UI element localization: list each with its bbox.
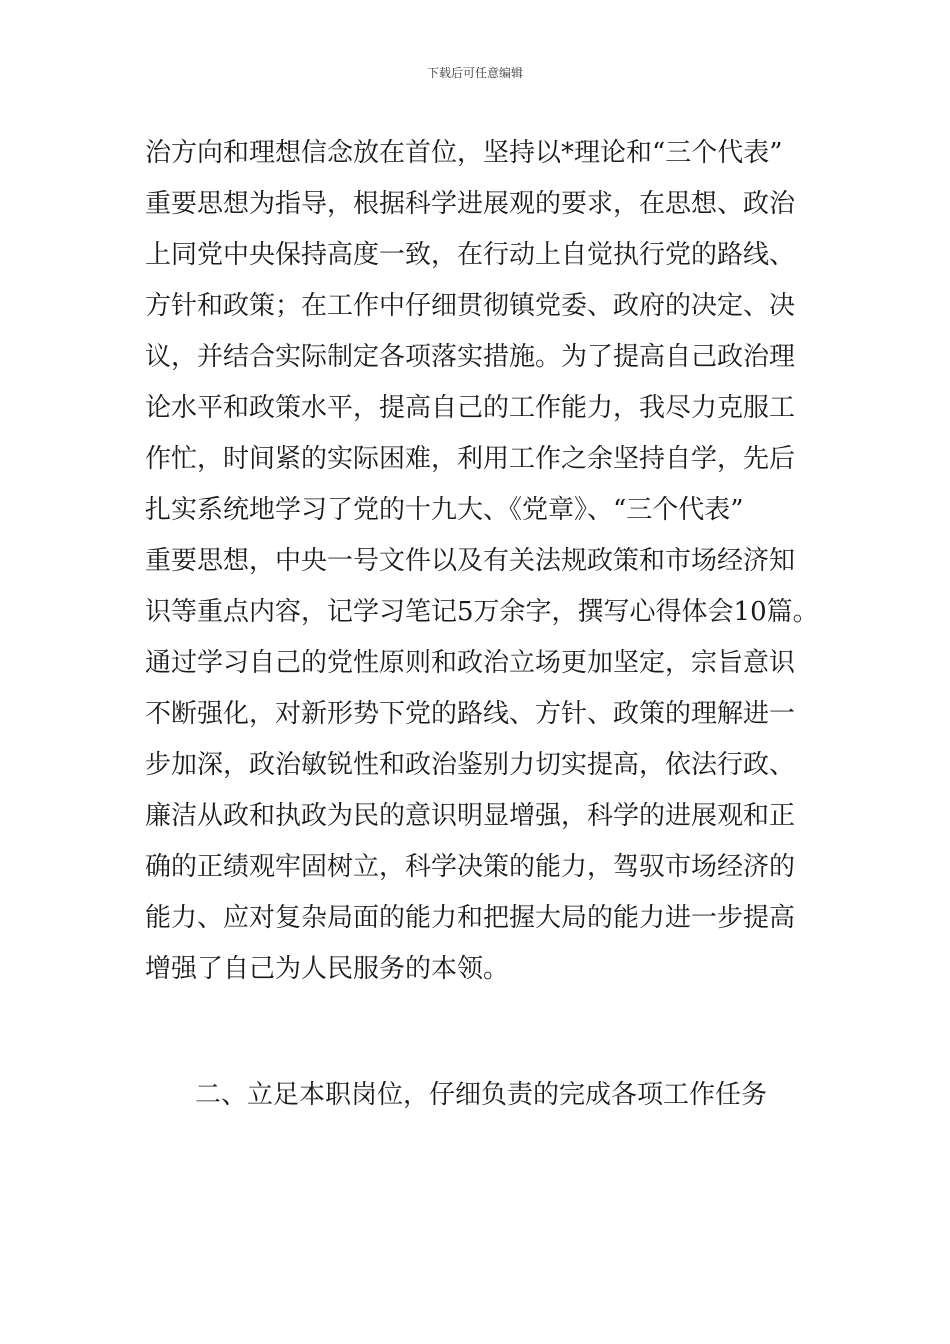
paragraph-line: 确的正绩观牢固树立，科学决策的能力，驾驭市场经济的: [145, 852, 796, 882]
section-heading: 二、立足本职岗位，仔细负责的完成各项工作任务: [195, 1080, 768, 1110]
paragraph-line: 步加深，政治敏锐性和政治鉴别力切实提高，依法行政、: [145, 750, 796, 780]
page-header-note: 下载后可任意编辑: [426, 66, 523, 80]
paragraph-line: 方针和政策；在工作中仔细贯彻镇党委、政府的决定、决: [145, 291, 796, 321]
paragraph-line: 能力、应对复杂局面的能力和把握大局的能力进一步提高: [145, 903, 796, 933]
paragraph-line: 重要思想为指导，根据科学进展观的要求，在思想、政治: [145, 189, 796, 219]
paragraph-line: 上同党中央保持高度一致，在行动上自觉执行党的路线、: [145, 240, 796, 270]
paragraph-line: 治方向和理想信念放在首位，坚持以*理论和“三个代表”: [145, 138, 783, 168]
paragraph-line: 廉洁从政和执政为民的意识明显增强，科学的进展观和正: [145, 801, 796, 831]
paragraph-line: 议，并结合实际制定各项落实措施。为了提高自己政治理: [145, 342, 796, 372]
paragraph-line: 扎实系统地学习了党的十九大、《党章》、“三个代表”: [145, 495, 744, 525]
paragraph-line: 通过学习自己的党性原则和政治立场更加坚定，宗旨意识: [145, 648, 796, 678]
body-paragraph: [145, 128, 825, 995]
paragraph-line: 增强了自己为人民服务的本领。: [145, 954, 510, 984]
paragraph-line: 论水平和政策水平，提高自己的工作能力，我尽力克服工: [145, 393, 796, 423]
paragraph-line: 重要思想，中央一号文件以及有关法规政策和市场经济知: [145, 546, 796, 576]
paragraph-line: 识等重点内容，记学习笔记5万余字，撰写心得体会10篇。: [145, 597, 819, 627]
paragraph-line: 不断强化，对新形势下党的路线、方针、政策的理解进一: [145, 699, 796, 729]
paragraph-line: 作忙，时间紧的实际困难，利用工作之余坚持自学，先后: [145, 444, 796, 474]
